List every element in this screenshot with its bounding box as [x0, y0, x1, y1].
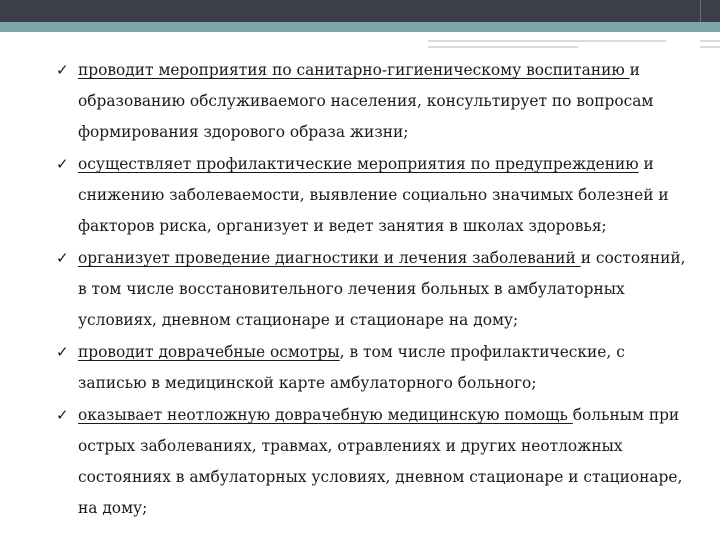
- decor-line-3: [700, 40, 720, 42]
- list-item: [56, 243, 696, 336]
- list-item: [56, 55, 696, 148]
- decor-line-2: [428, 46, 578, 48]
- bullet-underlined-text: осуществляет профилактические мероприятия по предупреждению: [78, 155, 639, 173]
- header-dark-band: [0, 0, 720, 22]
- list-item: [56, 149, 696, 242]
- bullet-text: , в том числе профилактические, с записью в медицинской карте амбулаторного больного;: [78, 343, 625, 392]
- bullet-underlined-text: проводит доврачебные осмотры: [78, 343, 340, 361]
- list-item: [56, 337, 696, 399]
- header-teal-band: [0, 22, 720, 32]
- duties-list: [56, 55, 696, 525]
- decor-line-4: [700, 46, 720, 48]
- bullet-underlined-text: оказывает неотложную доврачебную медицинскую помощь: [78, 406, 573, 424]
- check-mark-icon: ✓: [56, 249, 69, 267]
- bullet-text: и образованию обслуживаемого населения, консультирует по вопросам формирования здорового образа жизни;: [78, 61, 654, 141]
- check-mark-icon: ✓: [56, 61, 69, 79]
- bullet-text: и состояний, в том числе восстановительного лечения больных в амбулаторных условиях, дневном стационаре и стационаре на дому;: [78, 249, 686, 329]
- header-divider: [700, 0, 701, 22]
- bullet-text: и снижению заболеваемости, выявление социально значимых болезней и факторов риска, организует и ведет занятия в школах здоровья;: [78, 155, 669, 235]
- check-mark-icon: ✓: [56, 343, 69, 361]
- bullet-text: больным при острых заболеваниях, травмах, отравлениях и других неотложных состояниях в амбулаторных условиях, дневном стационаре и стационаре, на дому;: [78, 406, 683, 517]
- bullet-underlined-text: организует проведение диагностики и лечения заболеваний: [78, 249, 581, 267]
- bullet-underlined-text: проводит мероприятия по санитарно-гигиеническому воспитанию: [78, 61, 630, 79]
- check-mark-icon: ✓: [56, 406, 69, 424]
- decor-line-1: [428, 40, 666, 42]
- check-mark-icon: ✓: [56, 155, 69, 173]
- list-item: [56, 400, 696, 524]
